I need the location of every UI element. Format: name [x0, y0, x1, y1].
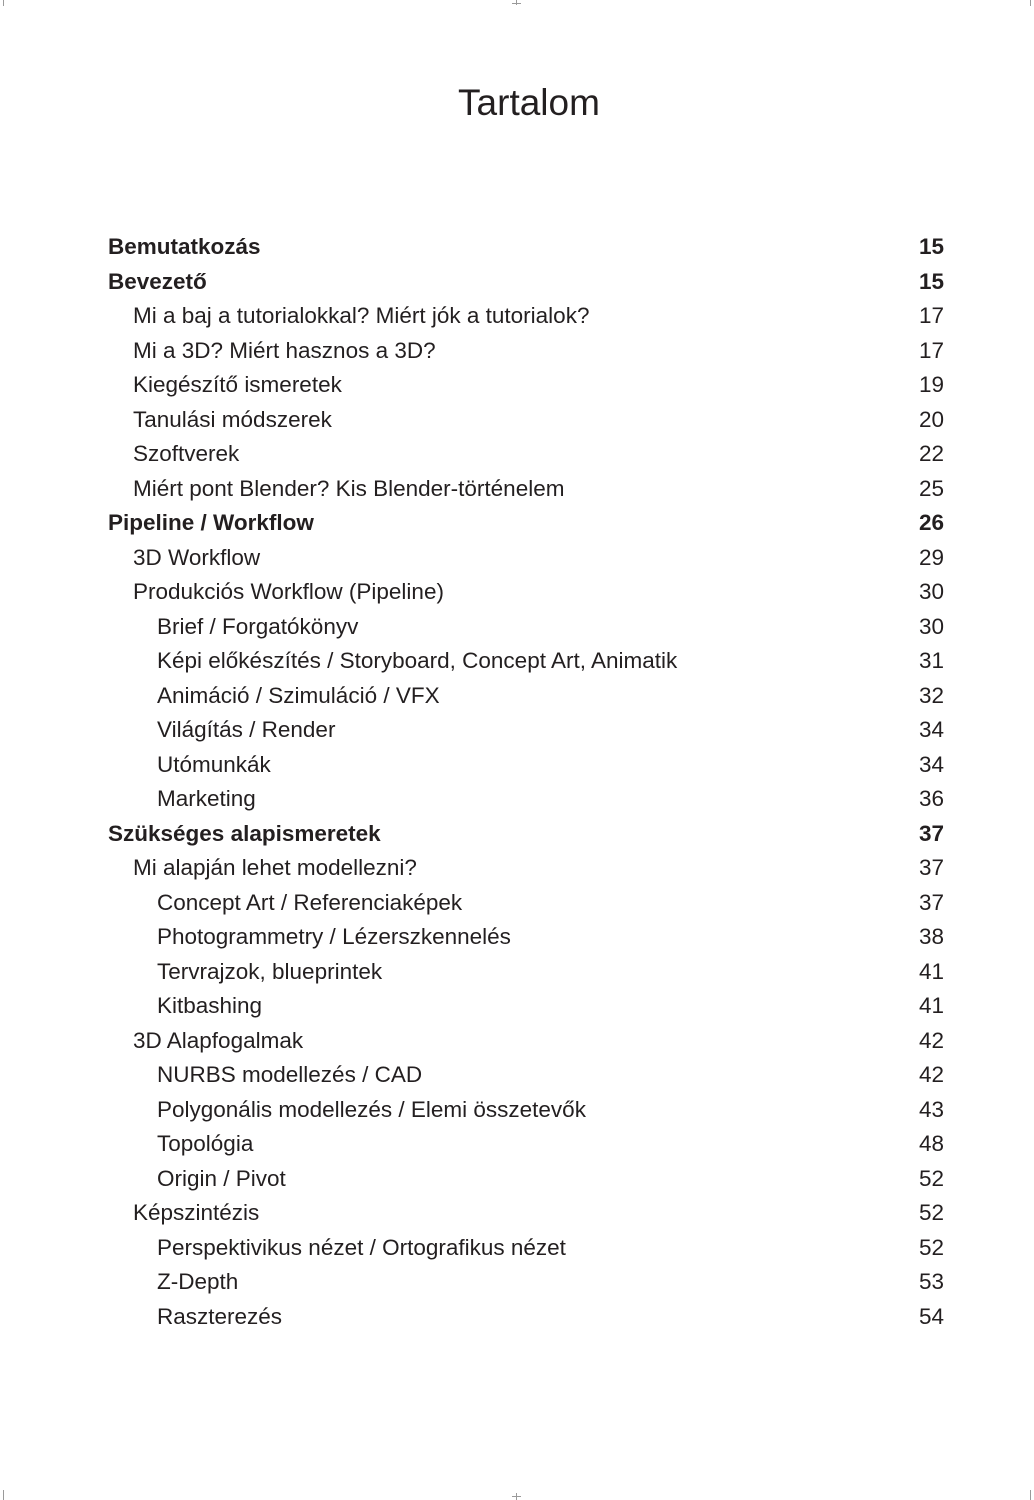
toc-entry-page-number: 52 [918, 1234, 944, 1260]
toc-entry[interactable] [108, 1093, 944, 1128]
toc-entry[interactable] [108, 679, 944, 714]
page-title: Tartalom [458, 82, 600, 123]
toc-entry[interactable] [108, 1058, 944, 1093]
toc-entry-title: Kiegészítő ismeretek [133, 372, 342, 397]
toc-entry[interactable] [108, 403, 944, 438]
toc-entry-page-number: 42 [918, 1027, 944, 1053]
toc-entry[interactable] [108, 230, 944, 265]
toc-entry-page-number: 53 [918, 1269, 944, 1294]
toc-entry-title: Tervrajzok, blueprintek [157, 958, 383, 984]
toc-entry-title: Perspektivikus nézet / Ortografikus nézet [157, 1234, 566, 1260]
toc-entry[interactable] [108, 610, 944, 645]
toc-entry[interactable] [108, 506, 944, 541]
toc-entry[interactable] [108, 299, 944, 334]
toc-entry-page-number: 36 [918, 786, 944, 811]
toc-entry-page-number: 52 [918, 1200, 944, 1225]
toc-entry-title: Mi alapján lehet modellezni? [133, 855, 417, 880]
toc-entry-title: Miért pont Blender? Kis Blender-történelem [133, 475, 565, 501]
toc-entry[interactable] [108, 713, 944, 748]
toc-entry[interactable] [108, 1265, 944, 1300]
toc-entry[interactable] [108, 644, 944, 679]
toc-entry-page-number: 48 [918, 1131, 944, 1156]
toc-entry-title: Világítás / Render [157, 717, 336, 742]
toc-entry-title: Polygonális modellezés / Elemi összetevők [157, 1096, 586, 1122]
toc-entry-title: Concept Art / Referenciaképek [157, 889, 463, 915]
toc-entry[interactable] [108, 817, 944, 852]
toc-entry[interactable] [108, 782, 944, 817]
toc-entry[interactable] [108, 368, 944, 403]
toc-entry[interactable] [108, 1162, 944, 1197]
toc-entry-title: Topológia [157, 1131, 254, 1156]
toc-entry[interactable] [108, 1024, 944, 1059]
toc-entry-title: NURBS modellezés / CAD [157, 1062, 423, 1087]
toc-entry-title: Raszterezés [157, 1303, 283, 1329]
toc-entry-title: Marketing [157, 786, 256, 811]
table-of-contents [108, 230, 944, 1334]
toc-entry-title: Bevezető [108, 268, 207, 294]
toc-entry-title: 3D Alapfogalmak [133, 1027, 304, 1053]
toc-entry-page-number: 30 [918, 579, 944, 604]
toc-entry-title: Brief / Forgatókönyv [157, 613, 359, 639]
toc-entry-page-number: 52 [918, 1165, 944, 1191]
toc-entry-page-number: 34 [918, 751, 944, 777]
crop-mark-top-cross [512, 3, 521, 4]
toc-entry-page-number: 37 [918, 855, 944, 880]
toc-entry-page-number: 30 [918, 613, 944, 639]
toc-entry[interactable] [108, 265, 944, 300]
crop-mark-bottom-right [1030, 1490, 1031, 1500]
toc-entry-title: Mi a 3D? Miért hasznos a 3D? [133, 337, 436, 363]
toc-entry-title: Képi előkészítés / Storyboard, Concept Art, Animatik [157, 648, 678, 673]
toc-entry[interactable] [108, 1127, 944, 1162]
toc-entry[interactable] [108, 748, 944, 783]
toc-entry-page-number: 54 [918, 1303, 944, 1329]
toc-entry-page-number: 17 [918, 303, 944, 328]
toc-entry[interactable] [108, 955, 944, 990]
toc-entry-page-number: 19 [918, 372, 944, 397]
toc-entry-page-number: 42 [918, 1062, 944, 1087]
toc-entry[interactable] [108, 1196, 944, 1231]
toc-entry-title: Szükséges alapismeretek [108, 820, 381, 846]
toc-entry-title: Animáció / Szimuláció / VFX [157, 682, 440, 708]
toc-entry-page-number: 32 [918, 682, 944, 708]
toc-entry[interactable] [108, 851, 944, 886]
toc-entry-page-number: 25 [918, 475, 944, 501]
crop-mark-bottom-left [3, 1490, 4, 1500]
toc-entry-page-number: 26 [918, 510, 944, 535]
toc-entry-page-number: 38 [918, 924, 944, 949]
toc-entry-title: Szoftverek [133, 441, 240, 466]
crop-mark-top-right [1030, 0, 1031, 6]
toc-entry[interactable] [108, 1231, 944, 1266]
toc-entry-title: Z-Depth [157, 1269, 239, 1294]
toc-entry-page-number: 15 [918, 234, 944, 259]
crop-mark-top-left [3, 0, 4, 6]
toc-entry-page-number: 37 [918, 820, 944, 846]
toc-entry[interactable] [108, 541, 944, 576]
toc-entry-page-number: 22 [918, 441, 944, 466]
toc-entry-page-number: 29 [918, 544, 944, 570]
toc-entry-title: Tanulási módszerek [133, 406, 332, 432]
toc-entry-title: Bemutatkozás [108, 234, 261, 259]
toc-entry-page-number: 31 [918, 648, 944, 673]
toc-entry-page-number: 37 [918, 889, 944, 915]
toc-entry-title: Pipeline / Workflow [108, 510, 314, 535]
toc-entry-page-number: 17 [918, 337, 944, 363]
toc-entry-page-number: 43 [918, 1096, 944, 1122]
toc-entry-title: Kitbashing [157, 993, 263, 1018]
toc-entry-title: 3D Workflow [133, 544, 261, 570]
toc-entry-page-number: 15 [918, 268, 944, 294]
toc-entry[interactable] [108, 989, 944, 1024]
toc-entry-title: Mi a baj a tutorialokkal? Miért jók a tutorialok? [133, 303, 590, 328]
toc-entry-title: Képszintézis [133, 1200, 260, 1225]
toc-entry[interactable] [108, 1300, 944, 1335]
toc-entry-title: Produkciós Workflow (Pipeline) [133, 579, 444, 604]
toc-entry[interactable] [108, 437, 944, 472]
toc-entry[interactable] [108, 334, 944, 369]
toc-entry-page-number: 34 [918, 717, 944, 742]
toc-entry-page-number: 20 [918, 406, 944, 432]
toc-entry-page-number: 41 [918, 958, 944, 984]
crop-mark-bottom-cross [512, 1496, 521, 1497]
toc-entry[interactable] [108, 886, 944, 921]
toc-entry-title: Photogrammetry / Lézerszkennelés [157, 924, 511, 949]
toc-entry-page-number: 41 [918, 993, 944, 1018]
toc-entry-title: Origin / Pivot [157, 1165, 286, 1191]
toc-entry[interactable] [108, 920, 944, 955]
toc-entry[interactable] [108, 472, 944, 507]
toc-entry[interactable] [108, 575, 944, 610]
toc-entry-title: Utómunkák [157, 751, 271, 777]
